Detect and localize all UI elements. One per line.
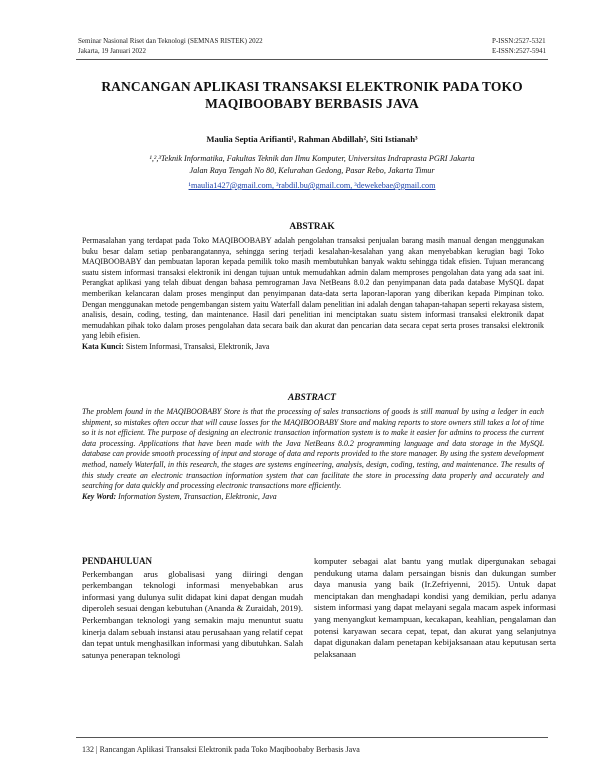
- eissn: E-ISSN:2527-5941: [491, 47, 546, 55]
- affiliation-line-2: Jalan Raya Tengah No 80, Kelurahan Gedong, Pasar Rebo, Jakarta Timur: [189, 165, 435, 175]
- affiliation-line-1: ¹,²,³Teknik Informatika, Fakultas Teknik dan Ilmu Komputer, Universitas Indraprasta PGRI Jakarta: [149, 154, 475, 163]
- abstrak-heading: ABSTRAK: [289, 222, 335, 232]
- section-heading-pendahuluan: PENDAHULUAN: [82, 556, 153, 566]
- body-text-right: komputer sebagai alat bantu yang mutlak dipergunakan sebagai pendukung utama dalam persaingan bisnis dan dukungan sumber daya manusia yang baik (Ir.Zefriyenni, 2015). Untuk dapat menciptakan dan menghadapi kondisi yang demikian, perlu adanya sistem informasi yang dapat melayani segala macam aspek informasi yang menyangkut kemampuan, kecakapan, keahlian, pengalaman dan potensi karyawan secara cepat, tepat, dan akurat yang selanjutnya dapat digunakan dalam penetapan kebijaksanaan atau keputusan serta pelaksanaan: [314, 556, 556, 659]
- kata-kunci-text: Sistem Informasi, Transaksi, Elektronik, Java: [123, 341, 270, 351]
- abstract-text: The problem found in the MAQIBOOBABY Store is that the processing of sales transactions of goods is still manual by using a ledger in each shipment, so mistakes often occur that will cause losses for the MAQIBOOBABY Store and making reports to store owners still takes a lot of time so it is not efficient. The purpose of designing an electronic transaction information system is to make it easier for admins to process the current data processing. Applications that have been made with the Java NetBeans 8.0.2 programming language and data storage in the MySQL database can provide smooth processing of input and storage of data and reports provided to the store manager. By using the system development method, namely Waterfall, in this research, the stages are systems engineering, analysis, design, coding, testing, and maintenance. The results of this study create an electronic transaction information system that can facilitate the store in processing data properly and accurately and searching for data quickly and processing electronic transactions more efficiently.: [82, 407, 544, 491]
- body-column-left: [82, 556, 303, 661]
- paper-title: [76, 78, 548, 112]
- pissn: P-ISSN:2527-5321: [491, 37, 546, 45]
- authors: Maulia Septia Arifianti¹, Rahman Abdillah², Siti Istianah³: [206, 134, 418, 144]
- page-footer: 132 | Rancangan Aplikasi Transaksi Elektronik pada Toko Maqiboobaby Berbasis Java: [82, 745, 360, 754]
- affiliation: [76, 153, 548, 176]
- abstract-heading: ABSTRACT: [288, 393, 336, 403]
- key-word-text: Information System, Transaction, Elektronic, Java: [116, 491, 277, 501]
- conference-date: Jakarta, 19 Januari 2022: [78, 47, 147, 55]
- running-header-right: [492, 36, 546, 56]
- abstrak-text: Permasalahan yang terdapat pada Toko MAQIBOOBABY adalah pengolahan transaksi penjualan barang masih manual dengan menggunakan buku besar dalam setiap penbarangatannya, sehingga sering terjadi kesalahan-kesalahan yang akan menyebabkan kerugian bagi Toko MAQIBOOBABY dan pembuatan laporan kepada pemilik toko masih membutuhkan banyak waktu sehingga tidak efisien. Tujuan merancang suatu sistem informasi transaksi elektronik ini dengan tujuan untuk memudahkan admin dalam memproses pengolahan data yang ada saat ini. Perangkat aplikasi yang telah dibuat dengan bahasa pemrograman Java NetBeans 8.0.2 dan penyimpanan data pada database MySQL dapat memberikan kelancaran dalam proses menginput dan penyimpanan data-data serta laporan-laporan yang diberikan kepada Pimpinan toko. Dengan menggunakan metode pengembangan sistem yaitu Waterfall dalam penelitian ini adalah dengan tahapan-tahapan seperti rekayasa sistem, analisis, desain, coding, testing, dan maintenance. Hasil dari penelitian ini menciptakan suatu sistem informasi transaksi elektronik dapat memudahkan pihak toko dalam proses pengolahan data secara baik dan akurat dan pencarian data secara cepat serta proses transaksi elektronik yang lebih efisien.: [82, 236, 544, 341]
- title-line-1: RANCANGAN APLIKASI TRANSAKSI ELEKTRONIK PADA TOKO: [101, 79, 523, 94]
- footer-divider: [76, 737, 548, 738]
- author-emails[interactable]: ¹maulia1427@gmail.com, ²rabdil.bu@gmail.com, ³dewekebae@gmail.com: [188, 181, 436, 190]
- header-divider: [76, 59, 548, 60]
- body-column-right: [314, 556, 556, 660]
- kata-kunci-label: Kata Kunci:: [82, 341, 124, 351]
- abstrak-body: [82, 236, 544, 353]
- conference-name: Seminar Nasional Riset dan Teknologi (SEMNAS RISTEK) 2022: [78, 37, 263, 45]
- running-header-left: [78, 36, 263, 56]
- title-line-2: MAQIBOOBABY BERBASIS JAVA: [205, 96, 419, 111]
- key-word-label: Key Word:: [82, 491, 117, 501]
- body-text-left: Perkembangan arus globalisasi yang diiringi dengan perkembangan teknologi informasi menyebabkan arus informasi yang dulunya sulit didapat kini dapat dengan mudah diperoleh sesuai dengan kebutuhan (Ananda & Zuraidah, 2019). Perkembangan teknologi yang semakin maju menuntut suatu kinerja dalam sebuah instansi atau perusahaan yang relatif cepat dan tepat untuk menghasilkan informasi yang dibutuhkan. Salah satunya penerapan teknologi: [82, 568, 304, 660]
- abstract-body: [82, 407, 544, 502]
